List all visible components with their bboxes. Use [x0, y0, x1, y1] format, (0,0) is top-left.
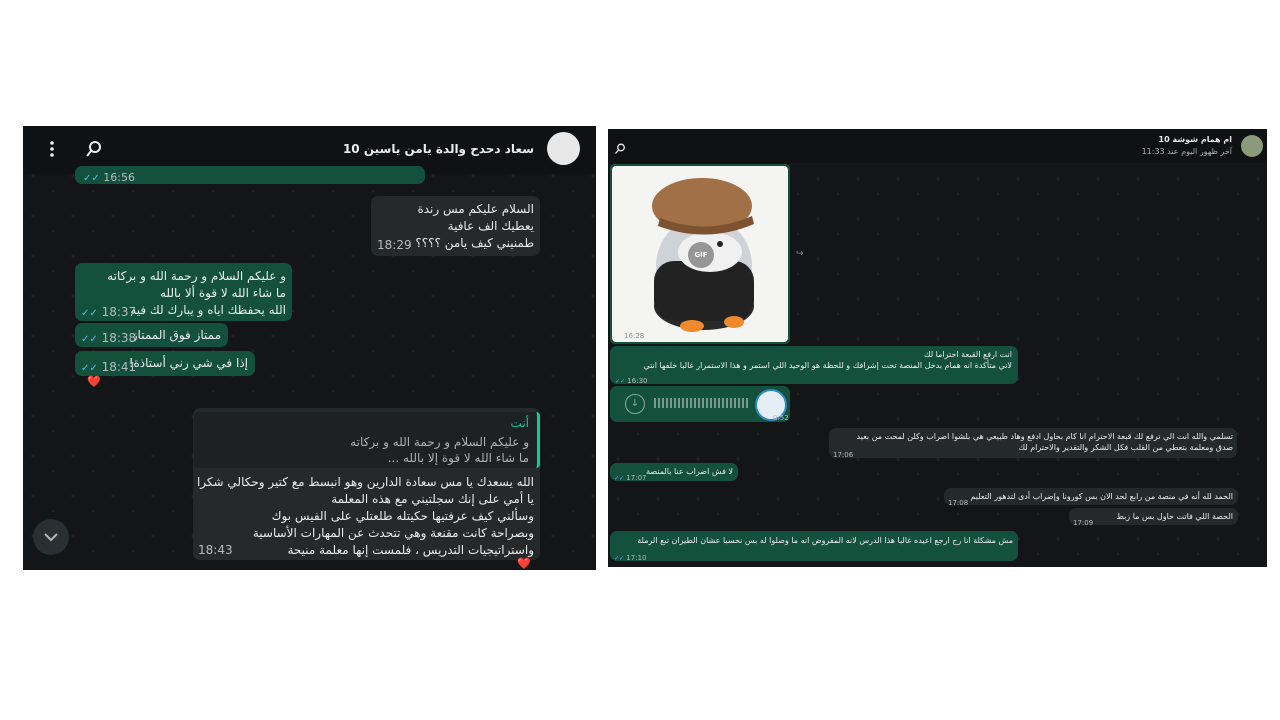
gif-badge[interactable]: GIF [688, 242, 714, 268]
message-line: مش مشكلة انا رح ارجع اعيده غالبا هذا الدرس لانه المفروض انه ما وصلوا له بس نحسبا عشان الطيران تبع الرملة [637, 536, 1013, 545]
message-bubble-outgoing[interactable] [75, 351, 255, 376]
left-chat-screenshot [23, 126, 596, 570]
message-line: الله يسعدك يا مس سعادة الدارين وهو انبسط مع كتير وحكالي شكرا [196, 475, 534, 489]
gif-message[interactable] [610, 164, 790, 344]
download-icon[interactable]: ↓ [625, 394, 645, 414]
search-icon[interactable] [85, 140, 103, 158]
message-time: 18:41 [101, 360, 137, 374]
message-bubble-previous [75, 166, 425, 184]
message-bubble-outgoing[interactable] [610, 463, 738, 481]
read-ticks-icon: ✓✓ [83, 173, 100, 184]
message-line: الحصة اللي فاتت حاول بس ما زبط [1116, 512, 1233, 521]
heart-reaction-icon[interactable]: ❤️ [517, 557, 531, 570]
message-line: الحمد لله أنه في منصة من رابع لحد الان بس كورونا وإضراب أدى لتدهور التعليم [970, 492, 1233, 501]
last-seen: آخر ظهور اليوم عند 11:33 [1141, 147, 1232, 156]
message-bubble-incoming[interactable] [944, 488, 1238, 505]
chat-header [608, 129, 1267, 163]
message-line: لاني متأكدة انه همام بدخل المنصة تحت إشرافك و للحظة هو الوحيد اللي استمر و هذا الاستمرار غالبا خلفها انتي [643, 361, 1012, 370]
message-line: صدق ومعلمة بتعطي من القلب فكل الشكر والتقدير والاحترام لك [1018, 443, 1233, 452]
gif-image[interactable] [612, 166, 788, 342]
message-time: 17:06 [833, 451, 854, 459]
audio-waveform[interactable] [654, 398, 749, 408]
message-time: 16:30 [627, 377, 648, 385]
contact-name[interactable]: ام همام شوشة 10 [1158, 135, 1232, 144]
message-time: 16:28 [624, 332, 645, 340]
message-line: تسلمي والله انت الي ترفع لك قبعة الاحترام انا كام بحاول ادفع وهاد طبيعي هي بلشوا اضراب وكلن لمحت من بعيد [856, 432, 1233, 441]
voice-message[interactable] [610, 386, 790, 422]
message-time: 18:37 [101, 305, 137, 319]
read-ticks-icon: ✓✓ [81, 308, 98, 319]
message-bubble-incoming[interactable] [829, 428, 1237, 458]
quoted-message[interactable] [194, 412, 540, 468]
heart-reaction-icon[interactable]: ❤️ [87, 375, 101, 388]
quote-author: أنت [510, 416, 529, 430]
scroll-down-button[interactable] [33, 519, 69, 555]
message-bubble-outgoing[interactable] [75, 323, 228, 347]
message-line: يا أمي على إنك سجلتيني مع هذه المعلمة [331, 492, 534, 506]
message-line: واستراتيجيات التدريس ، فلمست إنها معلمة منيحة [287, 543, 534, 557]
message-line: يعطيك الف عافية [447, 219, 534, 233]
read-ticks-icon: ✓✓ [615, 378, 626, 385]
right-chat-screenshot [608, 129, 1267, 567]
message-time: 18:43 [198, 543, 233, 557]
chevron-down-icon [45, 534, 57, 540]
message-time: 17:08 [948, 499, 969, 507]
message-line: إذا في شي رني أستاذة! [128, 356, 248, 370]
message-line: ما شاء الله لا قوة ألا بالله [159, 286, 286, 300]
contact-avatar[interactable] [547, 132, 580, 165]
contact-avatar[interactable] [1241, 135, 1263, 157]
message-time: 16:56 [103, 171, 135, 184]
message-time: 18:38 [101, 331, 137, 345]
message-bubble-incoming-reply[interactable] [193, 408, 540, 560]
forward-icon[interactable]: ↪ [796, 249, 804, 259]
message-line: انت ارفع القبعة احتراما لك [923, 350, 1012, 359]
read-ticks-icon: ✓✓ [614, 555, 625, 562]
message-bubble-incoming[interactable] [1069, 508, 1238, 525]
message-line: ممتاز فوق الممتاز [131, 328, 221, 342]
read-ticks-icon: ✓✓ [614, 475, 625, 482]
quote-line: ما شاء الله لا قوة إلا بالله ... [387, 451, 529, 465]
more-options-icon[interactable] [50, 141, 54, 157]
quote-line: و عليكم السلام و رحمة الله و بركاته [350, 435, 529, 449]
message-time: 17:10 [626, 554, 647, 562]
message-line: السلام عليكم مس رندة [417, 202, 534, 216]
message-bubble-outgoing[interactable] [75, 263, 292, 321]
read-ticks-icon: ✓✓ [81, 363, 98, 374]
message-bubble-outgoing[interactable] [610, 346, 1018, 384]
message-line: طمنيني كيف يامن ؟؟؟؟ [415, 236, 534, 250]
message-bubble-outgoing[interactable] [610, 531, 1018, 561]
message-time: 17:07 [626, 474, 647, 482]
message-line: و عليكم السلام و رحمة الله و بركاته [107, 269, 286, 283]
message-line: وبصراحة كانت مقنعة وهي تتحدث عن المهارات الأساسية [252, 526, 534, 540]
message-bubble-incoming[interactable] [371, 196, 540, 256]
message-line: الله يحفظك اياه و يبارك لك فيه [130, 303, 286, 317]
message-time: 18:29 [377, 238, 412, 252]
message-line: لا فش اضراب عنا بالمنصة [646, 467, 733, 476]
message-line: وسألني كيف عرفتيها حكيتله طلعتلي على الفيس بوك [271, 509, 534, 523]
message-time: 17:09 [1073, 519, 1094, 527]
voice-duration: 0:52 [773, 414, 789, 422]
read-ticks-icon: ✓✓ [81, 334, 98, 345]
contact-name[interactable]: سعاد دحدح والدة يامن ياسين 10 [342, 142, 534, 156]
search-icon[interactable] [614, 140, 626, 152]
